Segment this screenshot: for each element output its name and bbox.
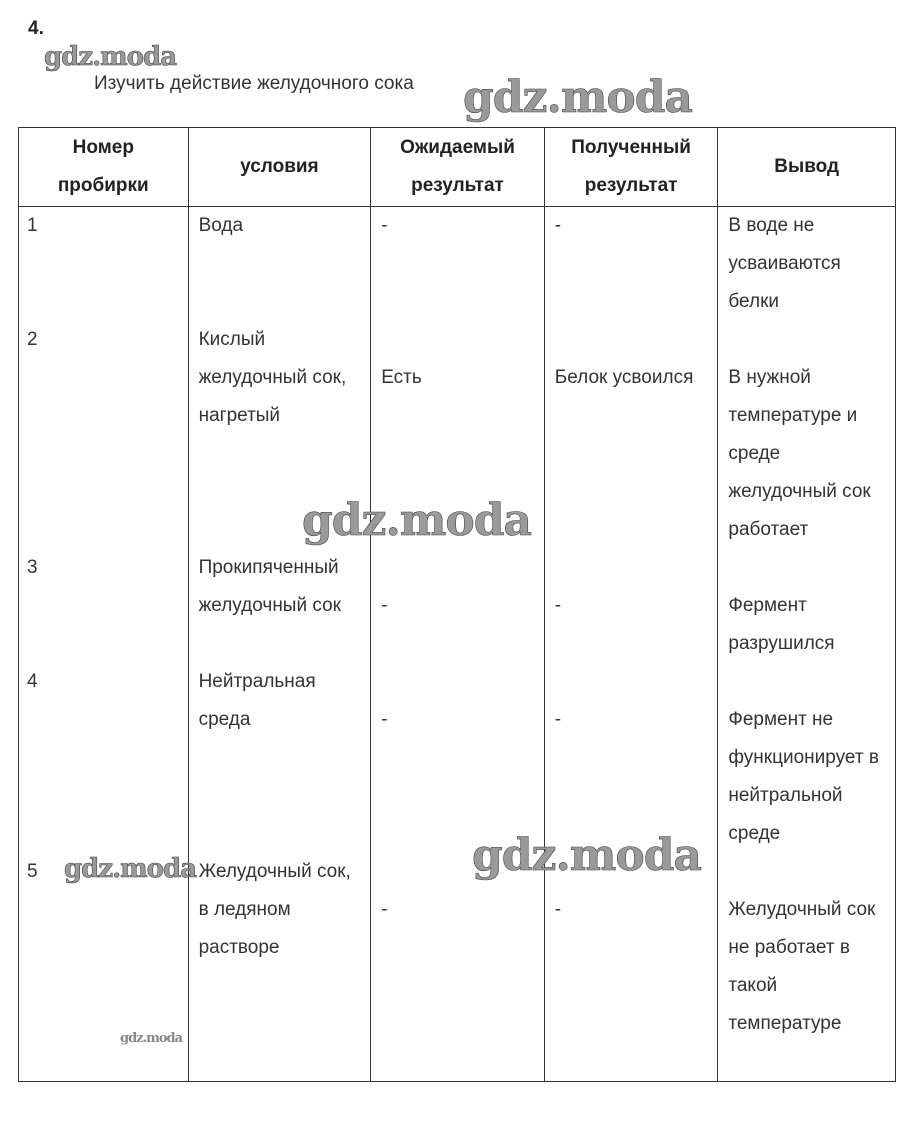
watermark-logo: gdz.moda <box>120 1031 183 1046</box>
cell-conditions: Желудочный сок, в ледяном растворе <box>188 853 371 1081</box>
watermark-logo: gdz.moda <box>463 72 693 123</box>
cell-expected-wrap <box>371 853 545 1081</box>
cell-obtained: Белок усвоился <box>554 367 694 388</box>
watermark-logo: gdz.moda <box>472 830 702 881</box>
table-row <box>19 549 896 663</box>
cell-obtained-wrap <box>544 549 718 663</box>
cell-expected: - <box>381 709 388 730</box>
cell-expected: - <box>371 207 545 322</box>
cell-number: 5 <box>19 853 189 1081</box>
cell-conclusion: Фермент разрушился <box>728 595 835 654</box>
header-tube-number: Номер пробирки <box>19 128 189 207</box>
cell-expected-wrap <box>371 549 545 663</box>
cell-conclusion-wrap <box>718 663 896 853</box>
task-title: Изучить действие желудочного сока <box>94 73 414 94</box>
cell-number: 3 <box>19 549 189 663</box>
cell-conditions: Кислый желудочный сок, нагретый <box>188 321 371 549</box>
header-expected: Ожидаемый результат <box>371 128 545 207</box>
header-conclusion: Вывод <box>718 128 896 207</box>
watermark-logo: gdz.moda <box>44 42 177 72</box>
cell-conclusion: В нужной температуре и среде желудочный сок работает <box>728 367 871 540</box>
cell-expected: - <box>381 899 388 920</box>
table-row <box>19 663 896 853</box>
cell-obtained: - <box>554 595 562 616</box>
cell-obtained-wrap <box>544 663 718 853</box>
cell-number: 1 <box>19 207 189 322</box>
header-conditions: условия <box>188 128 371 207</box>
table-row <box>19 207 896 322</box>
cell-obtained-wrap <box>544 321 718 549</box>
cell-expected-wrap <box>371 663 545 853</box>
task-number: 4. <box>28 18 44 39</box>
cell-conditions: Прокипяченный желудочный сок <box>188 549 371 663</box>
watermark-logo: gdz.moda <box>302 495 532 546</box>
cell-conclusion-wrap <box>718 853 896 1081</box>
table-row <box>19 853 896 1081</box>
cell-conditions: Вода <box>188 207 371 322</box>
cell-conclusion-wrap <box>718 321 896 549</box>
cell-conclusion: Фермент не функционирует в нейтральной среде <box>728 709 879 844</box>
cell-number: 2 <box>19 321 189 549</box>
cell-obtained-wrap <box>544 853 718 1081</box>
results-table <box>18 127 896 1082</box>
cell-conclusion: В воде не усваиваются белки <box>718 207 896 322</box>
table-header-row <box>19 128 896 207</box>
cell-obtained: - <box>554 709 562 730</box>
cell-conclusion: Желудочный сок не работает в такой температуре <box>728 899 876 1034</box>
header-obtained: Полученный результат <box>544 128 718 207</box>
watermark-logo: gdz.moda <box>64 854 197 884</box>
cell-expected: Есть <box>381 367 422 388</box>
cell-number: 4 <box>19 663 189 853</box>
cell-expected: - <box>381 595 388 616</box>
cell-conclusion-wrap <box>718 549 896 663</box>
cell-obtained: - <box>544 207 718 322</box>
cell-obtained: - <box>554 899 562 920</box>
cell-conditions: Нейтральная среда <box>188 663 371 853</box>
